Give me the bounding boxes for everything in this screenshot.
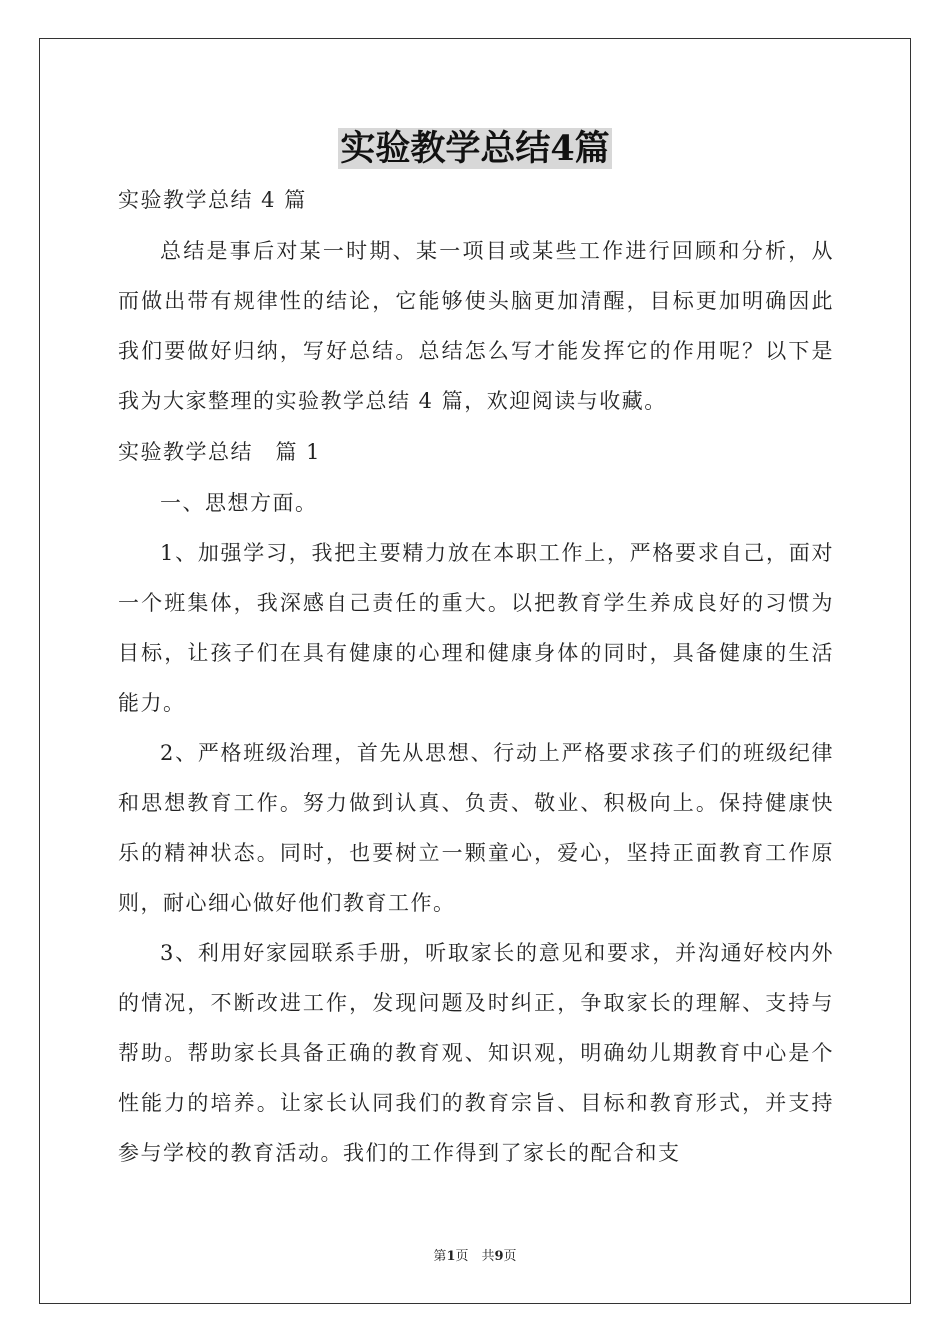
document-body: [118, 174, 834, 1178]
document-title: 实验教学总结4篇: [340, 128, 610, 169]
footer-page-prefix: 第: [433, 1249, 447, 1264]
body-paragraph: 1、加强学习，我把主要精力放在本职工作上，严格要求自己，面对一个班集体，我深感自己责任的重大。以把教育学生养成良好的习惯为目标，让孩子们在具有健康的心理和健康身体的同时，具备健康的生活能力。: [118, 541, 834, 715]
footer-page-suffix: 页 共: [455, 1249, 495, 1264]
body-paragraph: 2、严格班级治理，首先从思想、行动上严格要求孩子们的班级纪律和思想教育工作。努力做到认真、负责、敬业、积极向上。保持健康快乐的精神状态。同时，也要树立一颗童心，爱心，坚持正面教育工作原则，耐心细心做好他们教育工作。: [118, 741, 834, 915]
document-subtitle: 实验教学总结 4 篇: [118, 188, 307, 212]
footer-page-current: 1: [446, 1249, 456, 1264]
footer-page-total: 9: [494, 1249, 504, 1264]
page-footer: [0, 1245, 950, 1264]
footer-page-end: 页: [503, 1249, 517, 1264]
intro-paragraph: 总结是事后对某一时期、某一项目或某些工作进行回顾和分析，从而做出带有规律性的结论，它能够使头脑更加清醒，目标更加明确因此我们要做好归纳，写好总结。总结怎么写才能发挥它的作用呢？以下是我为大家整理的实验教学总结 4 篇，欢迎阅读与收藏。: [118, 239, 834, 413]
section-heading: 实验教学总结 篇 1: [118, 440, 322, 464]
body-paragraph: 一、思想方面。: [160, 491, 318, 515]
body-paragraph: 3、利用好家园联系手册，听取家长的意见和要求，并沟通好校内外的情况，不断改进工作，发现问题及时纠正，争取家长的理解、支持与帮助。帮助家长具备正确的教育观、知识观，明确幼儿期教育中心是个性能力的培养。让家长认同我们的教育宗旨、目标和教育形式，并支持参与学校的教育活动。我们的工作得到了家长的配合和支: [118, 941, 834, 1165]
